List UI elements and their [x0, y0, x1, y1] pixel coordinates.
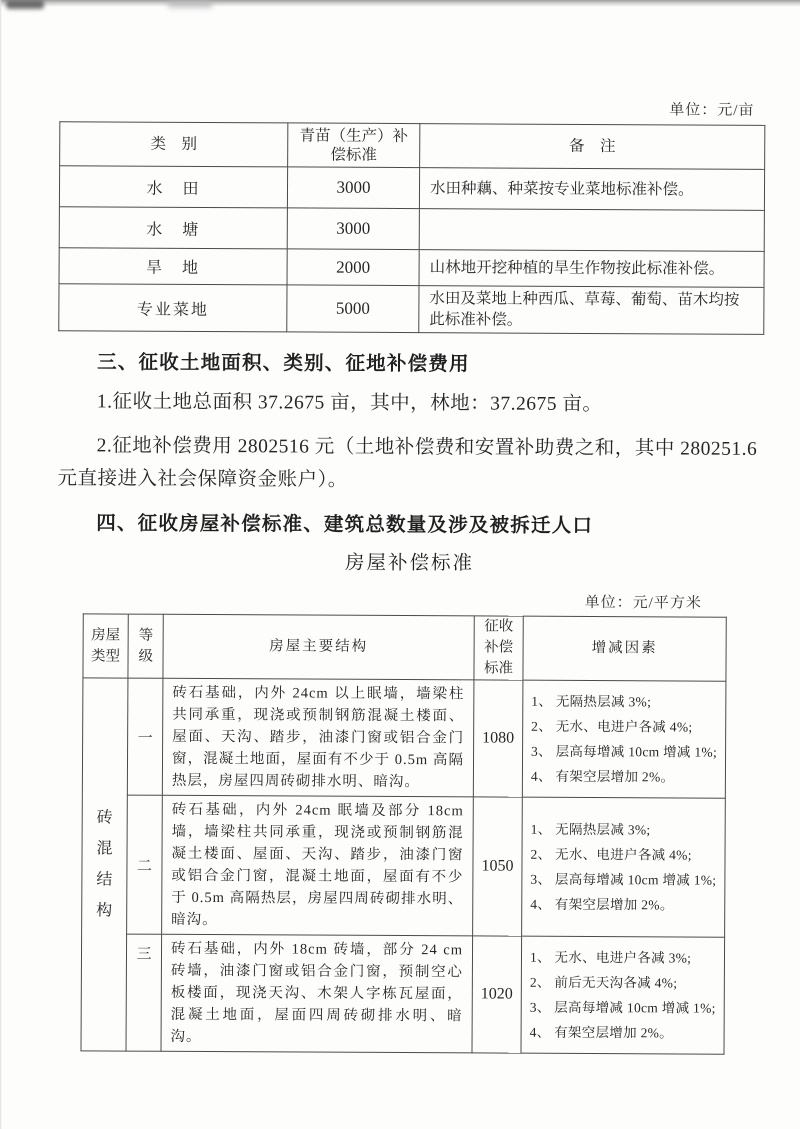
crop-category-cell: 旱 地: [59, 248, 287, 285]
crop-header-category: 类 别: [60, 122, 288, 167]
crop-remark-cell: [419, 209, 764, 252]
factor-line: 3、 层高每增减 10cm 增减 1%;: [529, 999, 716, 1016]
factor-line: 1、 无隔热层减 3%;: [531, 693, 652, 710]
house-type-cell: [81, 678, 128, 1051]
factor-line: 2、 无水、电进户各减 4%;: [531, 718, 693, 735]
factor-line: 1、 无水、电进户各减 3%;: [529, 949, 692, 966]
crop-remark-cell: 水田及菜地上种西瓜、草莓、葡萄、苗木均按此标准补偿。: [419, 286, 764, 335]
unit-label-yuan-per-mu: 单位：元/亩: [669, 102, 755, 119]
crop-header-standard: 青苗（生产）补偿标准: [288, 123, 420, 168]
section-three-paragraph-2: 2.征地补偿费用 2802516 元（土地补偿费和安置补助费之和，其中 280251.6 元直接进入社会保障资金账户）。: [57, 435, 758, 491]
grade-cell: 三: [126, 934, 162, 1051]
crop-row-pond: [59, 207, 764, 252]
standard-cell: 1020: [472, 936, 522, 1053]
crop-category-cell: 水 田: [59, 166, 287, 208]
house-header-factors: 增减因素: [523, 616, 726, 681]
standard-cell: 1080: [473, 680, 523, 797]
land-compensation-section: [57, 95, 765, 613]
crop-standard-cell: 3000: [287, 167, 419, 209]
crop-compensation-table: [58, 121, 765, 335]
factor-line: 4、 有架空层增加 2%。: [529, 1024, 674, 1041]
crop-standard-cell: 2000: [287, 249, 419, 286]
house-table-header-row: [83, 614, 726, 681]
factor-line: 3、 层高每增减 10cm 增减 1%;: [530, 871, 717, 888]
crop-standard-cell: 5000: [287, 285, 419, 333]
factors-cell: [522, 680, 726, 798]
crop-category-cell: 水 塘: [59, 207, 287, 249]
factors-cell: [521, 936, 725, 1054]
factor-line: 3、 层高每增减 10cm 增减 1%;: [531, 743, 718, 760]
house-table-title: 房屋补偿标准: [344, 552, 475, 575]
crop-row-vegetable: [59, 284, 764, 335]
house-header-grade: 等级: [128, 614, 163, 678]
grade-cell: 二: [127, 795, 163, 934]
house-row-grade-3: [81, 934, 725, 1054]
factor-line: 2、 无水、电进户各减 4%;: [530, 846, 692, 863]
house-compensation-section: [80, 613, 725, 1054]
house-header-structure: 房屋主要结构: [163, 614, 474, 680]
structure-cell: 砖石基础，内外 24cm 眠墙及部分 18cm 墙，墙梁柱共同承重，现浇或预制钢筋混凝土楼面、屋面、天沟、踏步，油漆门窗或铝合金门窗，混凝土地面，屋面有不少于 0.5m 高隔热层，房屋四周砖砌排水明、暗沟。: [162, 795, 474, 936]
section-four-heading: 四、征收房屋补偿标准、建筑总数量及涉及被拆迁人口: [96, 513, 594, 538]
section-three-paragraph-1: 1.征收土地总面积 37.2675 亩，其中，林地：37.2675 亩。: [96, 391, 603, 416]
house-row-grade-1: [82, 678, 726, 798]
grade-cell: 一: [127, 678, 163, 795]
house-compensation-table: [80, 613, 726, 1054]
house-row-grade-2: [82, 795, 726, 937]
crop-row-dryland: [59, 248, 764, 288]
structure-cell: 砖石基础，内外 18cm 砖墙，部分 24 cm 砖墙，油漆门窗或铝合金门窗，预制空心板楼面，现浇天沟、木架人字栋瓦屋面，混凝土地面，屋面四周砖砌排水明、暗沟。: [161, 934, 473, 1053]
factor-line: 4、 有架空层增加 2%。: [530, 768, 675, 785]
crop-remark-cell: 水田种藕、种菜按专业菜地标准补偿。: [419, 168, 764, 211]
crop-row-paddy: [59, 166, 764, 211]
crop-standard-cell: 3000: [287, 208, 419, 250]
crop-table-header-row: [60, 122, 765, 170]
house-header-type: 房屋类型: [83, 614, 128, 678]
factor-line: 4、 有架空层增加 2%。: [530, 896, 674, 913]
crop-remark-cell: 山林地开挖种植的旱生作物按此标准补偿。: [419, 250, 764, 288]
section-three-heading: 三、征收土地面积、类别、征地补偿费用: [97, 352, 470, 376]
factors-cell: [522, 797, 726, 937]
unit-label-yuan-per-sqm: 单位：元/平方米: [584, 594, 702, 612]
standard-cell: 1050: [473, 797, 523, 936]
crop-header-remark: 备 注: [420, 124, 765, 170]
factor-line: 1、 无隔热层减 3%;: [530, 821, 651, 838]
crop-category-cell: 专业菜地: [59, 284, 287, 332]
structure-cell: 砖石基础，内外 24cm 以上眠墙，墙梁柱共同承重，现浇或预制钢筋混凝土楼面、屋面、天沟、踏步，油漆门窗或铝合金门窗，混凝土地面，屋面有不少于 0.5m 高隔热层，房屋四周砖砌排水明、暗沟。: [162, 678, 474, 797]
house-type-vertical-text: 砖混结构: [96, 809, 113, 920]
factor-line: 2、 前后无天沟各减 4%;: [529, 974, 678, 991]
house-header-standard: 征收补偿标准: [474, 616, 523, 680]
